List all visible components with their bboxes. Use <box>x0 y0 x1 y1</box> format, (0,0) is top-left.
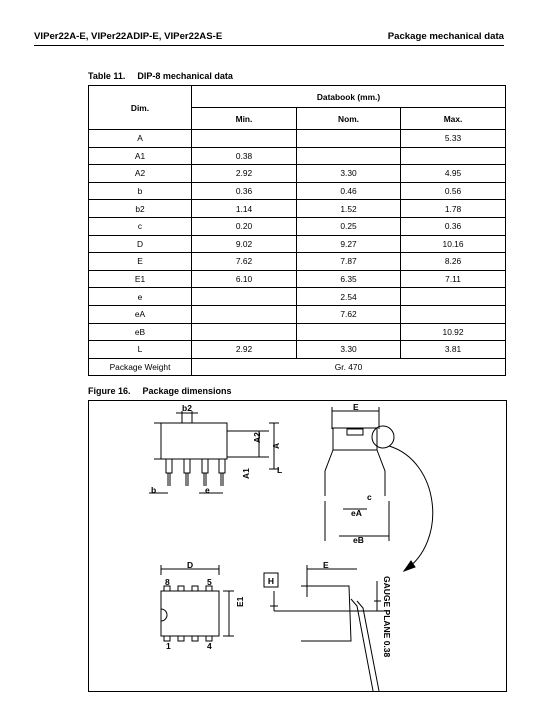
figure-caption-number: Figure 16. <box>88 386 131 396</box>
label-E1: E1 <box>235 596 245 607</box>
cell-min: 2.92 <box>192 165 297 183</box>
label-e: e <box>205 485 210 495</box>
cell-max: 4.95 <box>401 165 506 183</box>
mechanical-data-table <box>88 85 506 376</box>
cell-nom: 7.87 <box>297 253 401 271</box>
label-A: A <box>271 442 281 449</box>
cell-nom <box>297 147 401 165</box>
header-document-title: VIPer22A-E, VIPer22ADIP-E, VIPer22AS-E <box>34 31 223 42</box>
weight-value: Gr. 470 <box>192 358 506 376</box>
cell-min: 1.14 <box>192 200 297 218</box>
label-A2: A2 <box>252 432 262 443</box>
package-drawing <box>89 401 506 691</box>
table-row <box>89 130 506 148</box>
col-header-dim: Dim. <box>89 86 192 130</box>
table-row <box>89 341 506 359</box>
cell-nom: 3.30 <box>297 165 401 183</box>
table-row <box>89 217 506 235</box>
cell-nom <box>297 323 401 341</box>
cell-dim: E1 <box>89 270 192 288</box>
cell-max <box>401 288 506 306</box>
cell-min: 9.02 <box>192 235 297 253</box>
figure-caption <box>88 386 232 396</box>
cell-dim: c <box>89 217 192 235</box>
group-header-databook: Databook (mm.) <box>192 86 506 108</box>
header-section-title: Package mechanical data <box>387 31 504 42</box>
label-pin8: 8 <box>165 577 170 587</box>
table-row <box>89 288 506 306</box>
cell-max: 0.36 <box>401 217 506 235</box>
top-view-drawing <box>161 565 234 641</box>
gauge-plane-drawing <box>267 565 389 691</box>
table-body <box>89 130 506 359</box>
cell-min: 7.62 <box>192 253 297 271</box>
table-row <box>89 305 506 323</box>
cell-nom: 3.30 <box>297 341 401 359</box>
cell-dim: eB <box>89 323 192 341</box>
label-gauge-plane: GAUGE PLANE 0.38 <box>382 576 392 658</box>
cell-max <box>401 147 506 165</box>
table-row <box>89 323 506 341</box>
table-row <box>89 235 506 253</box>
label-pin1: 1 <box>166 641 171 651</box>
label-c: c <box>367 492 372 502</box>
cell-dim: A1 <box>89 147 192 165</box>
cell-nom: 1.52 <box>297 200 401 218</box>
cell-min <box>192 288 297 306</box>
cell-nom: 7.62 <box>297 305 401 323</box>
label-b: b <box>151 485 157 495</box>
label-H: H <box>267 576 275 586</box>
cell-max: 10.92 <box>401 323 506 341</box>
cell-nom: 9.27 <box>297 235 401 253</box>
label-L: L <box>277 465 283 475</box>
side-view-drawing <box>149 411 279 493</box>
header-divider <box>34 45 504 46</box>
cell-min <box>192 305 297 323</box>
cell-dim: A2 <box>89 165 192 183</box>
table-caption <box>88 71 233 81</box>
table-row-weight <box>89 358 506 376</box>
cell-dim: A <box>89 130 192 148</box>
col-header-min: Min. <box>192 108 297 130</box>
cell-dim: E <box>89 253 192 271</box>
cell-min: 0.38 <box>192 147 297 165</box>
label-E-top: E <box>353 402 359 412</box>
table-caption-text: DIP-8 mechanical data <box>137 71 233 81</box>
cell-max: 10.16 <box>401 235 506 253</box>
cell-min <box>192 130 297 148</box>
table-row <box>89 165 506 183</box>
label-b2: b2 <box>182 403 192 413</box>
label-E-gauge: E <box>323 560 329 570</box>
cell-dim: e <box>89 288 192 306</box>
cell-nom: 0.46 <box>297 182 401 200</box>
cell-max <box>401 305 506 323</box>
table-caption-number: Table 11. <box>88 71 126 81</box>
table-row <box>89 182 506 200</box>
col-header-nom: Nom. <box>297 108 401 130</box>
table-row <box>89 200 506 218</box>
table-row <box>89 253 506 271</box>
col-header-max: Max. <box>401 108 506 130</box>
cell-max: 3.81 <box>401 341 506 359</box>
cell-min: 6.10 <box>192 270 297 288</box>
cell-max: 1.78 <box>401 200 506 218</box>
table-row <box>89 270 506 288</box>
cell-min: 2.92 <box>192 341 297 359</box>
label-pin4: 4 <box>207 641 212 651</box>
label-eB: eB <box>353 535 364 545</box>
front-view-drawing <box>325 407 433 571</box>
cell-max: 5.33 <box>401 130 506 148</box>
cell-dim: b2 <box>89 200 192 218</box>
cell-nom <box>297 130 401 148</box>
label-pin5: 5 <box>207 577 212 587</box>
label-A1: A1 <box>241 468 251 479</box>
label-D: D <box>187 560 194 570</box>
cell-min: 0.36 <box>192 182 297 200</box>
cell-nom: 0.25 <box>297 217 401 235</box>
table-row <box>89 147 506 165</box>
package-dimensions-figure <box>88 400 507 692</box>
cell-dim: b <box>89 182 192 200</box>
cell-min <box>192 323 297 341</box>
cell-max: 7.11 <box>401 270 506 288</box>
cell-nom: 6.35 <box>297 270 401 288</box>
cell-max: 0.56 <box>401 182 506 200</box>
cell-nom: 2.54 <box>297 288 401 306</box>
weight-label: Package Weight <box>89 358 192 376</box>
cell-min: 0.20 <box>192 217 297 235</box>
cell-dim: L <box>89 341 192 359</box>
cell-dim: D <box>89 235 192 253</box>
label-eA: eA <box>351 508 362 518</box>
cell-max: 8.26 <box>401 253 506 271</box>
cell-dim: eA <box>89 305 192 323</box>
figure-caption-text: Package dimensions <box>142 386 232 396</box>
